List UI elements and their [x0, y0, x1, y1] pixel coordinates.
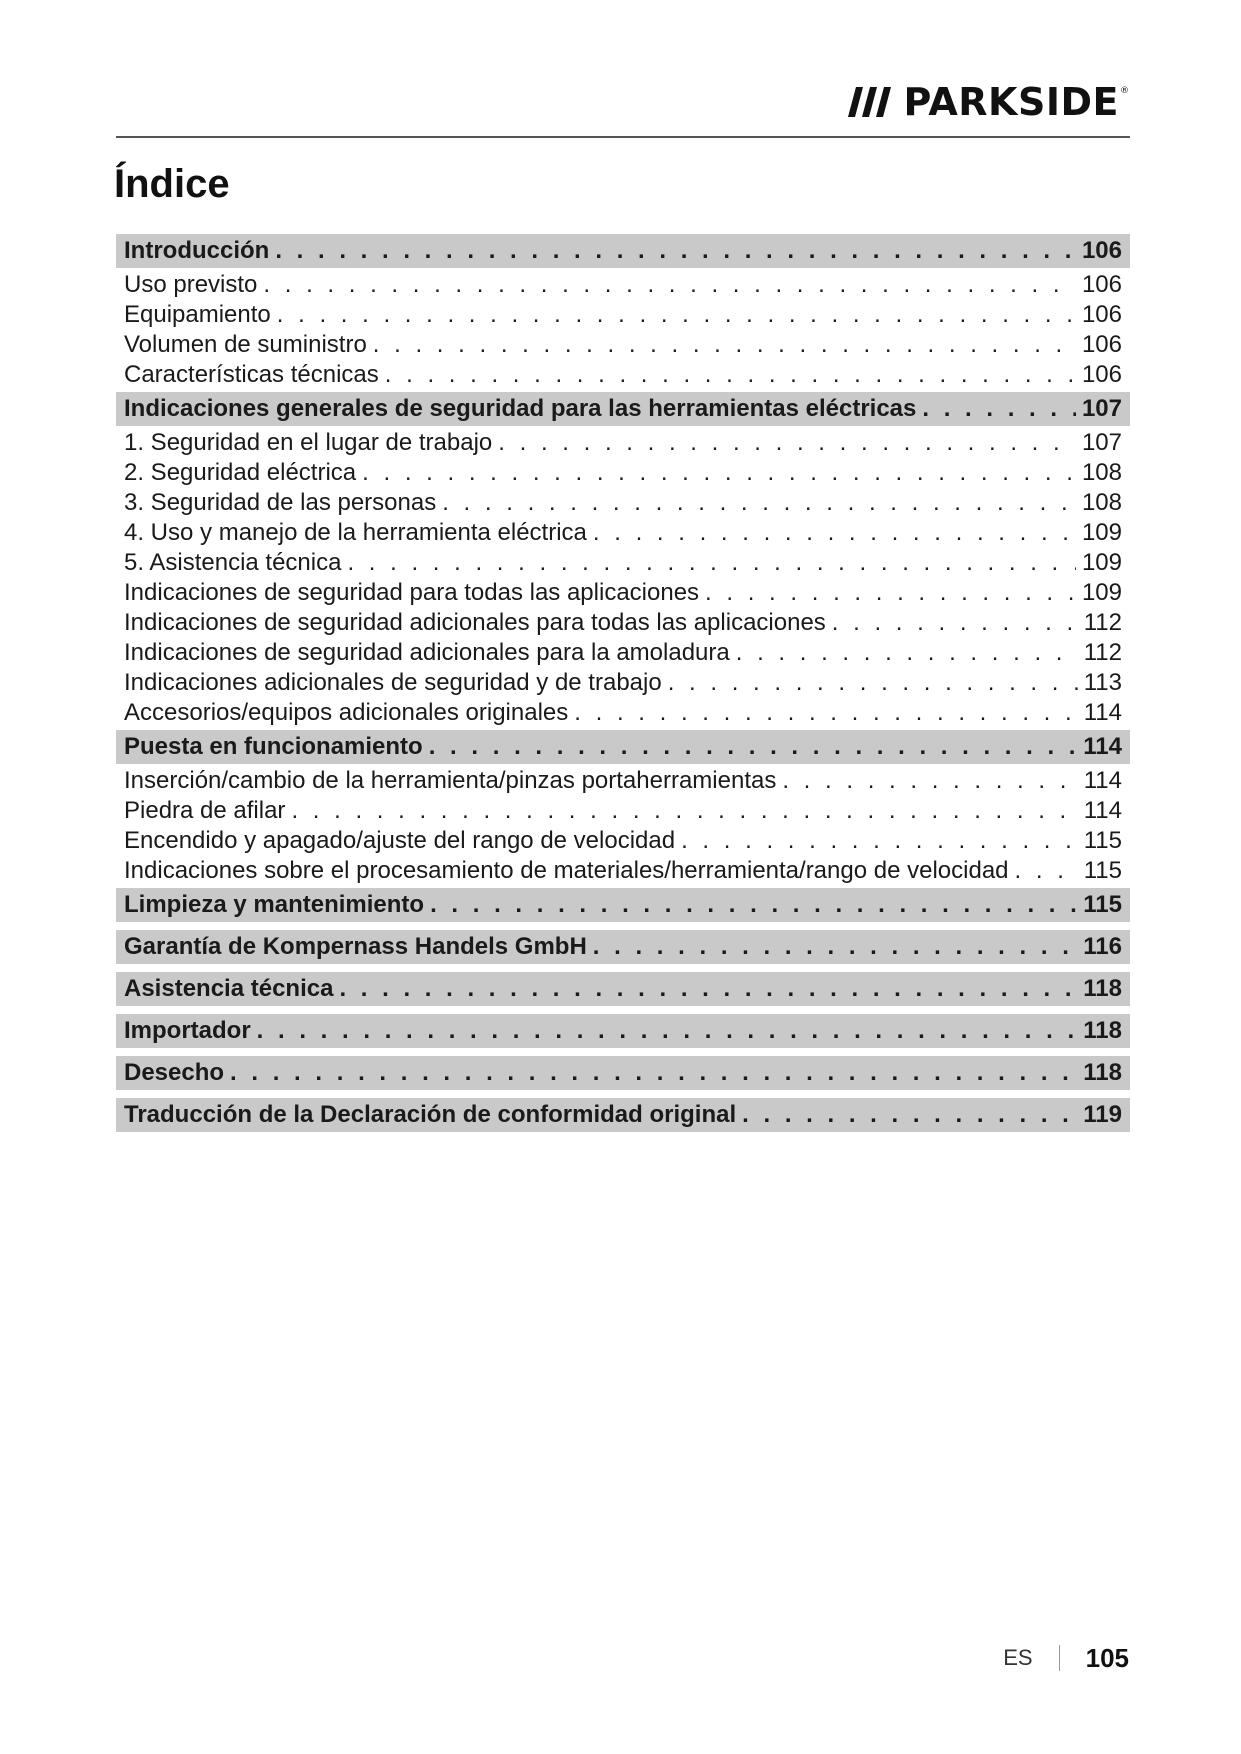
toc-entry-label: Asistencia técnica: [124, 975, 334, 1002]
toc-entry-page: 109: [1081, 579, 1122, 606]
toc-leader-dots: [832, 608, 1078, 638]
toc-entry-label: Introducción: [124, 237, 270, 264]
toc-entry-page: 108: [1081, 489, 1122, 516]
toc-entry-page: 106: [1081, 361, 1122, 388]
toc-subsection-entry[interactable]: [116, 330, 1130, 360]
toc-entry-label: Importador: [124, 1017, 251, 1044]
toc-entry-page: 114: [1083, 797, 1122, 824]
toc-leader-dots: [373, 330, 1076, 360]
toc-leader-dots: [742, 1098, 1077, 1132]
table-of-contents: [116, 232, 1130, 1134]
toc-subsection-entry[interactable]: [116, 578, 1130, 608]
toc-section-entry[interactable]: [116, 392, 1130, 426]
toc-leader-dots: [277, 300, 1076, 330]
toc-entry-page: 119: [1083, 1101, 1122, 1128]
toc-leader-dots: [257, 1014, 1078, 1048]
toc-entry-label: Indicaciones sobre el procesamiento de materiales/herramienta/rango de velocidad: [124, 857, 1009, 884]
brand-logo: [848, 80, 1130, 124]
toc-leader-dots: [430, 888, 1077, 922]
registered-mark: ®: [1120, 86, 1129, 96]
toc-entry-page: 109: [1081, 519, 1122, 546]
toc-entry-page: 112: [1083, 609, 1122, 636]
brand-name: PARKSIDE: [903, 80, 1119, 124]
toc-leader-dots: [362, 458, 1076, 488]
toc-entry-label: 1. Seguridad en el lugar de trabajo: [124, 429, 493, 456]
toc-entry-label: Garantía de Kompernass Handels GmbH: [124, 933, 587, 960]
toc-entry-label: Encendido y apagado/ajuste del rango de velocidad: [124, 827, 676, 854]
toc-subsection-entry[interactable]: [116, 428, 1130, 458]
toc-section-entry[interactable]: [116, 234, 1130, 268]
toc-entry-label: Limpieza y mantenimiento: [124, 891, 425, 918]
toc-entry-label: 5. Asistencia técnica: [124, 549, 342, 576]
toc-subsection-entry[interactable]: [116, 766, 1130, 796]
page-title: Índice: [114, 162, 230, 206]
toc-entry-page: 115: [1083, 891, 1122, 918]
toc-subsection-entry[interactable]: [116, 796, 1130, 826]
footer-divider: [1059, 1645, 1060, 1671]
toc-leader-dots: [922, 392, 1076, 426]
toc-subsection-entry[interactable]: [116, 698, 1130, 728]
toc-subsection-entry[interactable]: [116, 360, 1130, 390]
toc-leader-dots: [498, 428, 1076, 458]
toc-leader-dots: [275, 234, 1076, 268]
toc-leader-dots: [347, 548, 1076, 578]
toc-entry-page: 108: [1081, 459, 1122, 486]
toc-subsection-entry[interactable]: [116, 518, 1130, 548]
toc-section-entry[interactable]: [116, 730, 1130, 764]
toc-entry-page: 109: [1081, 549, 1122, 576]
toc-leader-dots: [263, 270, 1076, 300]
toc-section-entry[interactable]: [116, 1014, 1130, 1048]
toc-entry-page: 106: [1081, 271, 1122, 298]
toc-entry-label: Indicaciones generales de seguridad para las herramientas eléctricas: [124, 395, 917, 422]
toc-entry-label: Características técnicas: [124, 361, 379, 388]
toc-entry-label: Indicaciones de seguridad adicionales para la amoladura: [124, 639, 730, 666]
toc-leader-dots: [705, 578, 1076, 608]
toc-leader-dots: [574, 698, 1077, 728]
page-footer: [1003, 1640, 1129, 1676]
toc-entry-label: 2. Seguridad eléctrica: [124, 459, 357, 486]
header-divider: [116, 136, 1130, 138]
language-code: ES: [1003, 1645, 1033, 1670]
toc-entry-label: Inserción/cambio de la herramienta/pinzas portaherramientas: [124, 767, 777, 794]
toc-section-entry[interactable]: [116, 972, 1130, 1006]
toc-entry-label: Volumen de suministro: [124, 331, 367, 358]
page-number: 105: [1085, 1642, 1129, 1673]
toc-leader-dots: [429, 730, 1078, 764]
toc-entry-label: Indicaciones adicionales de seguridad y de trabajo: [124, 669, 662, 696]
toc-subsection-entry[interactable]: [116, 300, 1130, 330]
toc-entry-page: 118: [1083, 1059, 1122, 1086]
toc-section-entry[interactable]: [116, 1056, 1130, 1090]
toc-entry-page: 114: [1083, 699, 1122, 726]
toc-entry-label: 4. Uso y manejo de la herramienta eléctrica: [124, 519, 587, 546]
toc-entry-label: Traducción de la Declaración de conformidad original: [124, 1101, 737, 1128]
toc-subsection-entry[interactable]: [116, 548, 1130, 578]
toc-leader-dots: [593, 518, 1076, 548]
toc-leader-dots: [782, 766, 1077, 796]
toc-entry-page: 106: [1081, 331, 1122, 358]
toc-entry-page: 115: [1083, 857, 1122, 884]
toc-subsection-entry[interactable]: [116, 270, 1130, 300]
toc-entry-label: Equipamiento: [124, 301, 271, 328]
toc-entry-label: Indicaciones de seguridad adicionales para todas las aplicaciones: [124, 609, 826, 636]
toc-entry-page: 112: [1083, 639, 1122, 666]
toc-entry-page: 114: [1083, 767, 1122, 794]
toc-entry-label: Desecho: [124, 1059, 225, 1086]
toc-entry-label: Piedra de afilar: [124, 797, 286, 824]
toc-leader-dots: [230, 1056, 1077, 1090]
toc-section-entry[interactable]: [116, 930, 1130, 964]
toc-entry-label: Uso previsto: [124, 271, 258, 298]
toc-leader-dots: [442, 488, 1076, 518]
toc-entry-page: 118: [1083, 1017, 1122, 1044]
toc-entry-page: 115: [1083, 827, 1122, 854]
toc-leader-dots: [681, 826, 1078, 856]
toc-entry-page: 113: [1083, 669, 1122, 696]
toc-section-entry[interactable]: [116, 888, 1130, 922]
toc-entry-page: 106: [1081, 237, 1122, 264]
toc-leader-dots: [736, 638, 1078, 668]
toc-entry-page: 107: [1081, 429, 1122, 456]
toc-leader-dots: [668, 668, 1078, 698]
toc-entry-label: Accesorios/equipos adicionales originales: [124, 699, 569, 726]
toc-entry-label: Puesta en funcionamiento: [124, 733, 423, 760]
toc-entry-page: 106: [1081, 301, 1122, 328]
toc-leader-dots: [291, 796, 1077, 826]
toc-entry-label: 3. Seguridad de las personas: [124, 489, 437, 516]
toc-leader-dots: [385, 360, 1076, 390]
toc-entry-label: Indicaciones de seguridad para todas las aplicaciones: [124, 579, 700, 606]
toc-leader-dots: [1015, 856, 1078, 886]
stripes-icon: [848, 87, 892, 117]
toc-subsection-entry[interactable]: [116, 856, 1130, 886]
toc-subsection-entry[interactable]: [116, 638, 1130, 668]
toc-entry-page: 116: [1083, 933, 1122, 960]
toc-entry-page: 118: [1083, 975, 1122, 1002]
toc-subsection-entry[interactable]: [116, 488, 1130, 518]
toc-subsection-entry[interactable]: [116, 608, 1130, 638]
toc-section-entry[interactable]: [116, 1098, 1130, 1132]
toc-entry-page: 107: [1081, 395, 1122, 422]
toc-entry-page: 114: [1083, 733, 1122, 760]
toc-subsection-entry[interactable]: [116, 826, 1130, 856]
toc-subsection-entry[interactable]: [116, 668, 1130, 698]
toc-leader-dots: [593, 930, 1077, 964]
toc-subsection-entry[interactable]: [116, 458, 1130, 488]
toc-leader-dots: [339, 972, 1077, 1006]
